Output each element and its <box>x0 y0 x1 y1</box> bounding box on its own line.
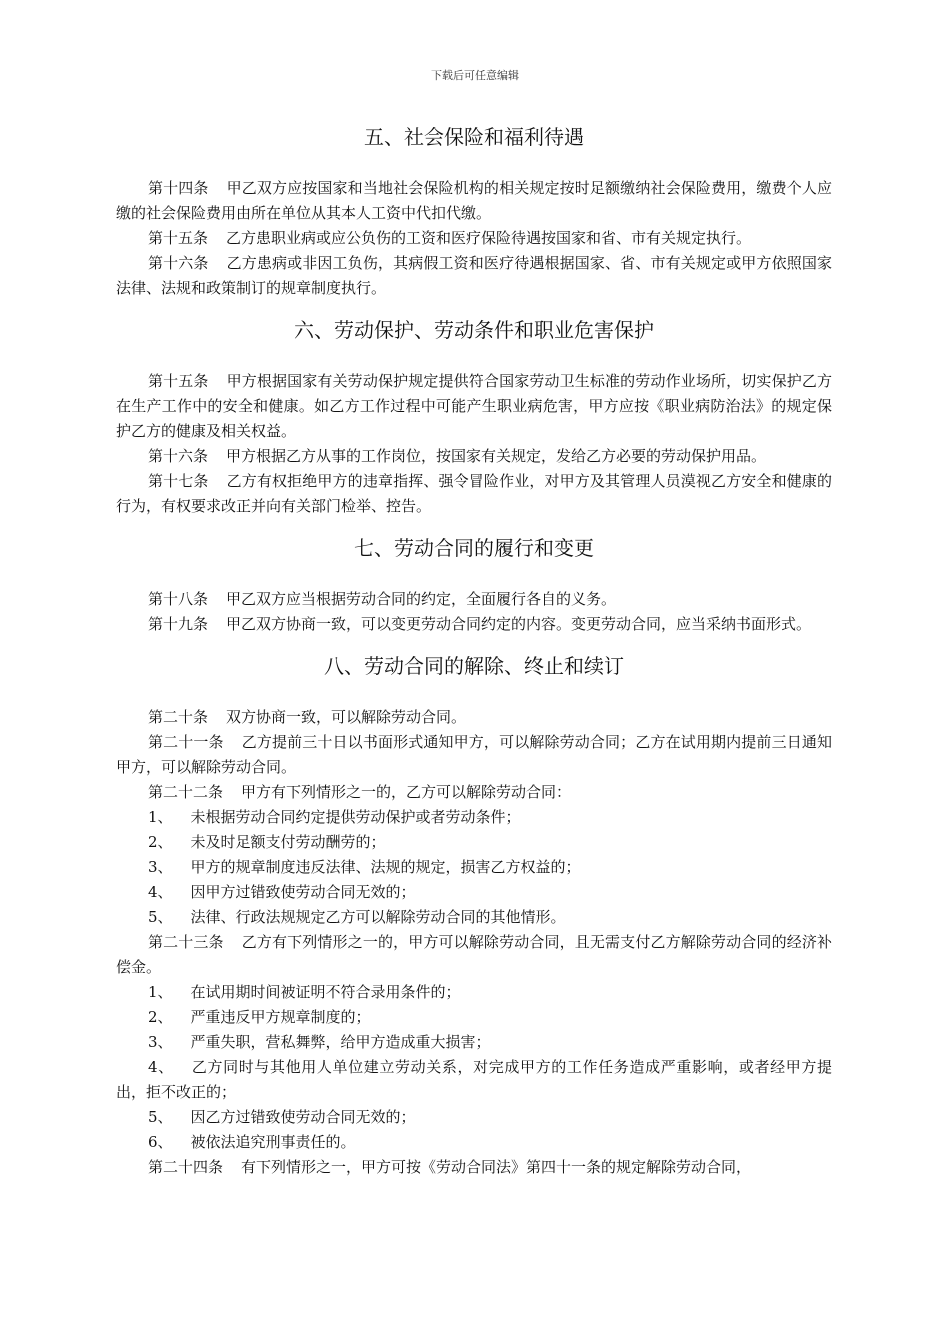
list-item: 6、 被依法追究刑事责任的。 <box>148 1133 356 1151</box>
clause-paragraph: 第二十一条 乙方提前三十日以书面形式通知甲方，可以解除劳动合同；乙方在试用期内提前三日通知甲方，可以解除劳动合同。 <box>116 733 832 776</box>
list-item: 2、 严重违反甲方规章制度的； <box>148 1008 371 1026</box>
list-item: 2、 未及时足额支付劳动酬劳的； <box>148 833 386 851</box>
list-item: 4、 因甲方过错致使劳动合同无效的； <box>148 883 416 901</box>
list-item: 1、 未根据劳动合同约定提供劳动保护或者劳动条件； <box>148 808 521 826</box>
list-item: 5、 因乙方过错致使劳动合同无效的； <box>148 1108 416 1126</box>
clause-paragraph: 第十七条 乙方有权拒绝甲方的违章指挥、强令冒险作业，对甲方及其管理人员漠视乙方安全和健康的行为，有权要求改正并向有关部门检举、控告。 <box>116 472 832 515</box>
clause-paragraph: 第十六条 乙方患病或非因工负伤，其病假工资和医疗待遇根据国家、省、市有关规定或甲方依照国家法律、法规和政策制订的规章制度执行。 <box>116 254 832 297</box>
clause-paragraph: 第十五条 乙方患职业病或应公负伤的工资和医疗保险待遇按国家和省、市有关规定执行。 <box>148 229 752 247</box>
clause-paragraph: 第二十三条 乙方有下列情形之一的，甲方可以解除劳动合同，且无需支付乙方解除劳动合同的经济补偿金。 <box>116 933 832 976</box>
clause-paragraph: 第二十二条 甲方有下列情形之一的，乙方可以解除劳动合同： <box>148 783 572 801</box>
clause-paragraph: 第十九条 甲乙双方协商一致，可以变更劳动合同约定的内容。变更劳动合同，应当采纳书面形式。 <box>148 615 812 633</box>
clause-paragraph: 第十五条 甲方根据国家有关劳动保护规定提供符合国家劳动卫生标准的劳动作业场所，切实保护乙方在生产工作中的安全和健康。如乙方工作过程中可能产生职业病危害，甲方应按《职业病防治法》的规定保护乙方的健康及相关权益。 <box>116 372 832 440</box>
section-title-5: 五、社会保险和福利待遇 <box>364 125 584 149</box>
document-body <box>116 116 832 1180</box>
clause-paragraph: 第十八条 甲乙双方应当根据劳动合同的约定，全面履行各自的义务。 <box>148 590 617 608</box>
section-title-7: 七、劳动合同的履行和变更 <box>354 536 594 560</box>
clause-paragraph: 第十四条 甲乙双方应按国家和当地社会保险机构的相关规定按时足额缴纳社会保险费用，缴费个人应缴的社会保险费用由所在单位从其本人工资中代扣代缴。 <box>116 179 832 222</box>
clause-paragraph: 第二十条 双方协商一致，可以解除劳动合同。 <box>148 708 467 726</box>
list-item: 4、 乙方同时与其他用人单位建立劳动关系，对完成甲方的工作任务造成严重影响，或者经甲方提出，拒不改正的； <box>116 1058 832 1101</box>
section-title-8: 八、劳动合同的解除、终止和续订 <box>324 654 624 678</box>
list-item: 3、 严重失职，营私舞弊，给甲方造成重大损害； <box>148 1033 491 1051</box>
section-title-6: 六、劳动保护、劳动条件和职业危害保护 <box>294 318 654 342</box>
clause-paragraph: 第十六条 甲方根据乙方从事的工作岗位，按国家有关规定，发给乙方必要的劳动保护用品。 <box>148 447 767 465</box>
list-item: 5、 法律、行政法规规定乙方可以解除劳动合同的其他情形。 <box>148 908 566 926</box>
list-item: 1、 在试用期时间被证明不符合录用条件的； <box>148 983 461 1001</box>
clause-paragraph: 第二十四条 有下列情形之一，甲方可按《劳动合同法》第四十一条的规定解除劳动合同， <box>148 1158 752 1176</box>
list-item: 3、 甲方的规章制度违反法律、法规的规定，损害乙方权益的； <box>148 858 581 876</box>
header-note: 下载后可任意编辑 <box>431 69 519 82</box>
